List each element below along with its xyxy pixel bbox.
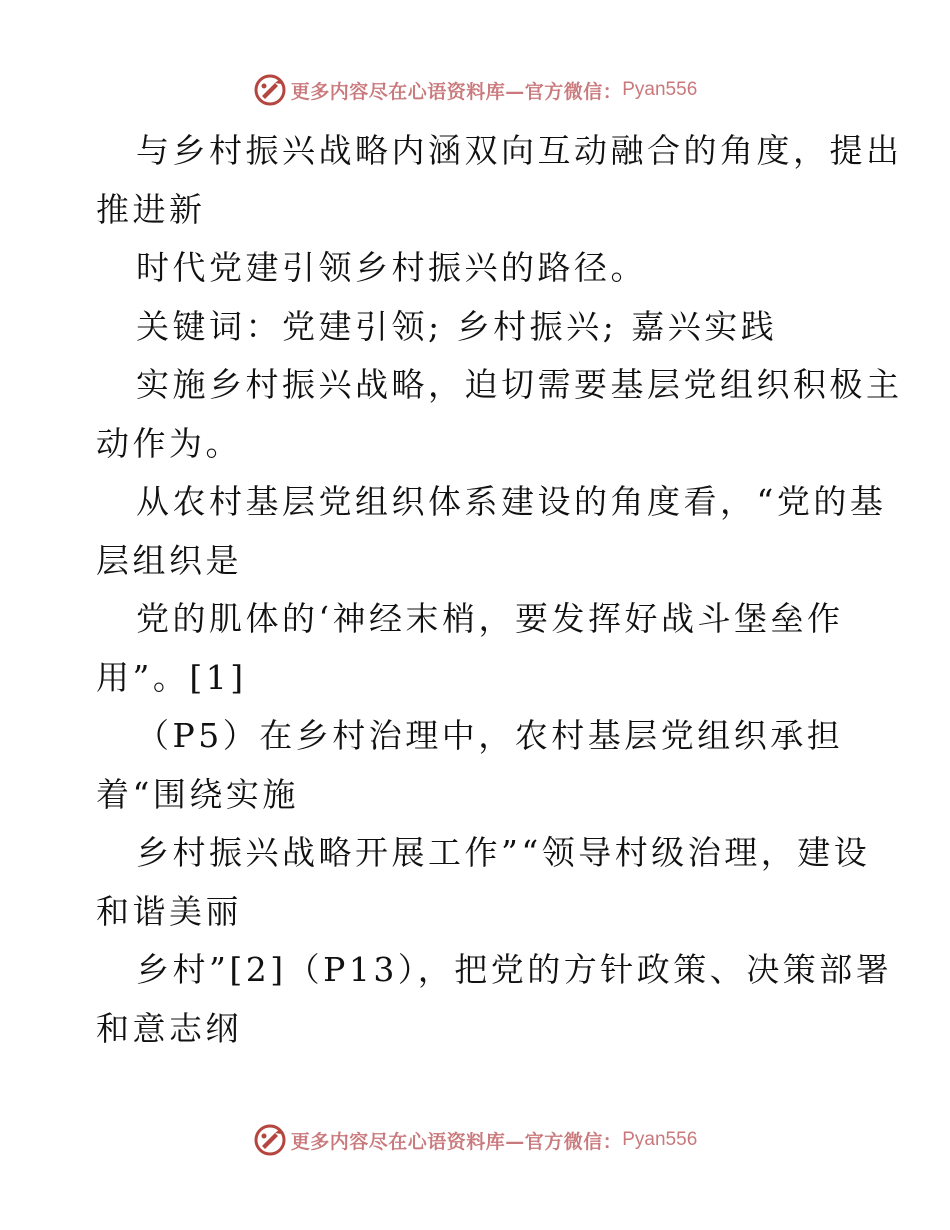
footer-banner-text: 更多内容尽在心语资料库—官方微信： xyxy=(290,1130,623,1153)
header-wechat-id: Pyan556 xyxy=(622,79,698,100)
document-body xyxy=(96,122,903,1058)
footer-wechat-id: Pyan556 xyxy=(622,1129,698,1150)
paragraph-line: 推进新 xyxy=(96,189,206,229)
header-banner-text: 更多内容尽在心语资料库—官方微信： xyxy=(290,80,623,103)
brand-logo-icon xyxy=(253,73,287,107)
footer-banner xyxy=(0,1120,950,1160)
paragraph-line: 实施乡村振兴战略，迫切需要基层党组织积极主 xyxy=(136,365,903,404)
paragraph-line: 用”。[1] xyxy=(96,657,247,697)
paragraph-line: 动作为。 xyxy=(96,423,242,463)
paragraph-line: 和谐美丽 xyxy=(96,891,242,931)
keywords-paragraph xyxy=(96,298,856,357)
paragraph-line: 时代党建引领乡村振兴的路径。 xyxy=(136,248,647,287)
paragraph-line: 与乡村振兴战略内涵双向互动融合的角度，提出 xyxy=(136,131,903,170)
paragraph-line: 党的肌体的‘神经末梢，要发挥好战斗堡垒作 xyxy=(136,599,844,638)
paragraph-line: 关键词：党建引领; 乡村振兴; 嘉兴实践 xyxy=(136,306,778,346)
paragraph-line: 从农村基层党组织体系建设的角度看，“党的基 xyxy=(136,482,887,521)
paragraph xyxy=(96,941,893,1058)
paragraph xyxy=(96,590,856,707)
paragraph-line: 层组织是 xyxy=(96,540,242,580)
paragraph xyxy=(96,239,856,298)
paragraph-line: 着“围绕实施 xyxy=(96,774,299,814)
paragraph-line: （P5）在乡村治理中，农村基层党组织承担 xyxy=(136,716,844,755)
paragraph-line: 和意志纲 xyxy=(96,1008,242,1048)
paragraph xyxy=(96,707,856,824)
header-banner xyxy=(0,70,950,110)
paragraph-line: 乡村”[2]（P13），把党的方针政策、决策部署 xyxy=(136,950,893,989)
paragraph-line: 乡村振兴战略开展工作”“领导村级治理，建设 xyxy=(136,833,871,872)
paragraph xyxy=(96,356,903,473)
brand-logo-icon xyxy=(253,1123,287,1157)
paragraph xyxy=(96,473,887,590)
paragraph xyxy=(96,824,871,941)
paragraph xyxy=(96,122,903,239)
